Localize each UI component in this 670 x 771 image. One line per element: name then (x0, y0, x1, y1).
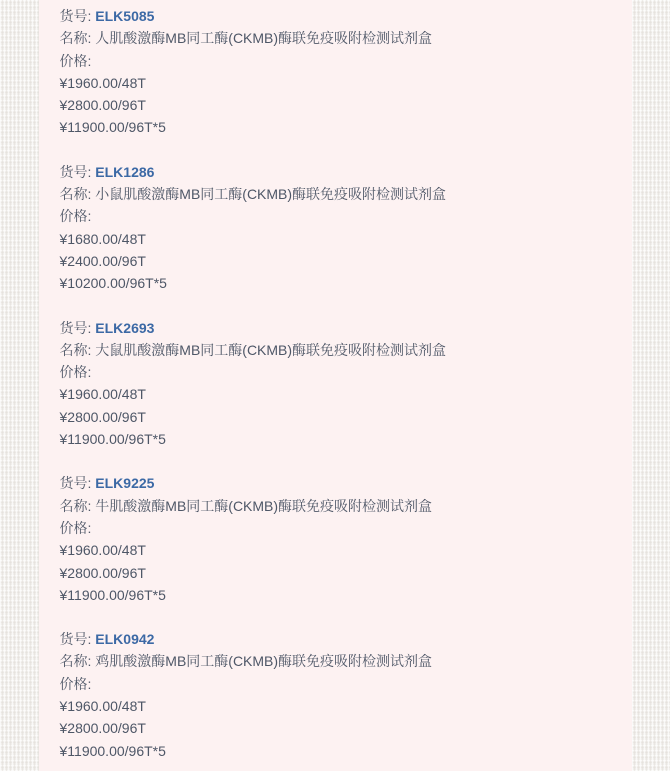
product-name: 牛肌酸激酶MB同工酶(CKMB)酶联免疫吸附检测试剂盒 (95, 497, 433, 514)
product-item (60, 5, 612, 139)
product-name-line (60, 650, 612, 672)
product-name: 人肌酸激酶MB同工酶(CKMB)酶联免疫吸附检测试剂盒 (95, 30, 433, 47)
product-name: 大鼠肌酸激酶MB同工酶(CKMB)酶联免疫吸附检测试剂盒 (95, 341, 447, 358)
product-price: ¥2400.00/96T (59, 252, 146, 269)
product-name-label: 名称: (59, 497, 92, 514)
product-name-line (60, 495, 612, 517)
product-code-link[interactable]: ELK2693 (95, 319, 155, 336)
product-item (60, 317, 612, 451)
product-list (39, 0, 632, 771)
product-name-line (60, 183, 612, 205)
product-price: ¥11900.00/96T*5 (59, 431, 166, 448)
product-code-link[interactable]: ELK1286 (95, 163, 155, 180)
product-name-label: 名称: (59, 653, 92, 670)
product-name-line (60, 339, 612, 361)
product-price: ¥1960.00/48T (59, 698, 146, 715)
product-code-line (60, 5, 612, 27)
price-label: 价格: (59, 364, 92, 381)
product-price: ¥1960.00/48T (59, 386, 146, 403)
price-label: 价格: (59, 52, 92, 69)
product-price: ¥11900.00/96T*5 (59, 742, 166, 759)
product-price: ¥10200.00/96T*5 (59, 275, 167, 292)
price-label: 价格: (59, 208, 92, 225)
product-price: ¥2800.00/96T (59, 720, 146, 737)
product-price: ¥2800.00/96T (59, 564, 146, 581)
product-code-link[interactable]: ELK9225 (95, 475, 155, 492)
product-code-label: 货号: (59, 475, 92, 492)
product-name-label: 名称: (59, 30, 92, 47)
product-code-label: 货号: (59, 163, 92, 180)
product-code-label: 货号: (59, 8, 92, 24)
product-item (60, 472, 612, 606)
product-item (60, 161, 612, 295)
product-price: ¥1680.00/48T (59, 230, 146, 247)
product-code-line (60, 628, 612, 650)
product-price: ¥11900.00/96T*5 (59, 119, 166, 136)
product-code-line (60, 161, 612, 183)
product-price: ¥1960.00/48T (59, 74, 146, 91)
product-name: 小鼠肌酸激酶MB同工酶(CKMB)酶联免疫吸附检测试剂盒 (95, 186, 447, 203)
product-code-label: 货号: (59, 319, 92, 336)
product-price: ¥1960.00/48T (59, 542, 146, 559)
product-code-link[interactable]: ELK5085 (95, 8, 155, 24)
product-item (60, 628, 612, 762)
product-price: ¥2800.00/96T (59, 408, 146, 425)
product-name-line (60, 27, 612, 49)
product-code-label: 货号: (59, 631, 92, 648)
price-label: 价格: (59, 675, 92, 692)
product-name: 鸡肌酸激酶MB同工酶(CKMB)酶联免疫吸附检测试剂盒 (95, 653, 433, 670)
product-name-label: 名称: (59, 341, 92, 358)
product-name-label: 名称: (59, 186, 92, 203)
product-code-line (60, 472, 612, 494)
product-price: ¥2800.00/96T (59, 97, 146, 114)
product-price: ¥11900.00/96T*5 (59, 586, 166, 603)
product-code-link[interactable]: ELK0942 (95, 631, 155, 648)
product-code-line (60, 317, 612, 339)
price-label: 价格: (59, 519, 92, 536)
